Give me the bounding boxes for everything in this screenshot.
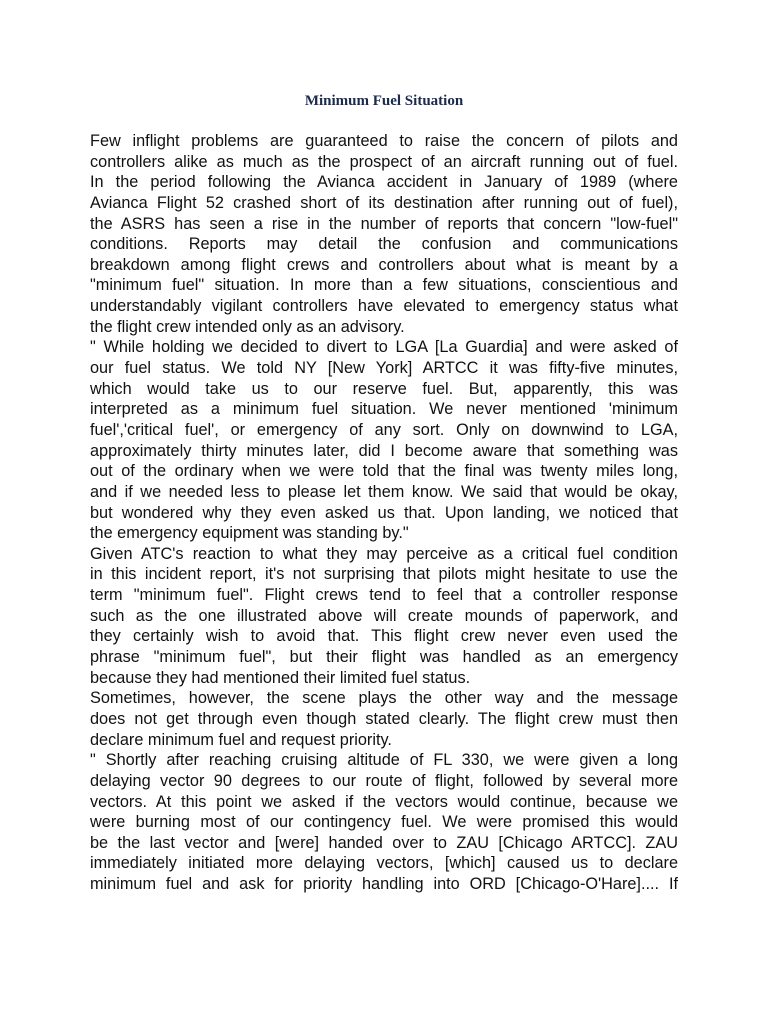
text-line: approximately thirty minutes later, did I become aware that something was — [90, 441, 678, 460]
text-line: in this incident report, it's not surprising that pilots might hesitate to use the — [90, 565, 678, 584]
text-line: interpreted as a minimum fuel situation. We never mentioned 'minimum — [90, 400, 678, 419]
text-line: the ASRS has seen a rise in the number of reports that concern "low-fuel" — [90, 214, 678, 233]
text-line: delaying vector 90 degrees to our route of flight, followed by several more — [90, 771, 678, 790]
text-line: immediately initiated more delaying vectors, [which] caused us to declare — [90, 854, 678, 873]
text-line: "minimum fuel" situation. In more than a few situations, conscientious and — [90, 276, 678, 295]
text-line: In the period following the Avianca accident in January of 1989 (where — [90, 173, 678, 192]
text-line: " While holding we decided to divert to LGA [La Guardia] and were asked of — [90, 338, 678, 357]
text-line: because they had mentioned their limited fuel status. — [90, 668, 471, 687]
text-line: understandably vigilant controllers have elevated to emergency status what — [90, 297, 678, 316]
document-title: Minimum Fuel Situation — [304, 93, 464, 109]
text-line: which would take us to our reserve fuel. But, apparently, this was — [90, 379, 678, 398]
text-line: our fuel status. We told NY [New York] ARTCC it was fifty-five minutes, — [90, 359, 678, 378]
text-line: fuel','critical fuel', or emergency of any sort. Only on downwind to LGA, — [90, 420, 678, 439]
text-line: be the last vector and [were] handed over to ZAU [Chicago ARTCC]. ZAU — [90, 833, 678, 852]
text-line: the emergency equipment was standing by." — [90, 524, 409, 543]
text-line: and if we needed less to please let them know. We said that would be okay, — [90, 482, 678, 501]
text-line: conditions. Reports may detail the confusion and communications — [90, 235, 678, 254]
document-body — [90, 131, 678, 895]
text-line: Given ATC's reaction to what they may perceive as a critical fuel condition — [90, 544, 678, 563]
text-line: such as the one illustrated above will create mounds of paperwork, and — [90, 606, 678, 625]
text-line: they certainly wish to avoid that. This flight crew never even used the — [90, 627, 678, 646]
text-line: term "minimum fuel". Flight crews tend to feel that a controller response — [90, 586, 678, 605]
text-line: were burning most of our contingency fuel. We were promised this would — [90, 813, 678, 832]
text-line: does not get through even though stated clearly. The flight crew must then — [90, 709, 678, 728]
text-line: Avianca Flight 52 crashed short of its destination after running out of fuel), — [90, 193, 678, 212]
text-line: Few inflight problems are guaranteed to raise the concern of pilots and — [90, 132, 678, 150]
text-line: breakdown among flight crews and controllers about what is meant by a — [90, 255, 678, 274]
text-line: out of the ordinary when we were told that the final was twenty miles long, — [90, 462, 678, 481]
text-line: controllers alike as much as the prospect of an aircraft running out of fuel. — [90, 152, 678, 171]
text-line: the flight crew intended only as an advisory. — [90, 317, 405, 336]
text-line: " Shortly after reaching cruising altitude of FL 330, we were given a long — [90, 751, 678, 770]
text-line: Sometimes, however, the scene plays the other way and the message — [90, 689, 678, 708]
text-line: vectors. At this point we asked if the vectors would continue, because we — [90, 792, 678, 811]
text-line: minimum fuel and ask for priority handling into ORD [Chicago-O'Hare].... If — [90, 875, 678, 894]
text-line: phrase "minimum fuel", but their flight was handled as an emergency — [90, 648, 678, 667]
text-line: but wondered why they even asked us that. Upon landing, we noticed that — [90, 503, 678, 522]
text-line: declare minimum fuel and request priority. — [90, 730, 392, 749]
